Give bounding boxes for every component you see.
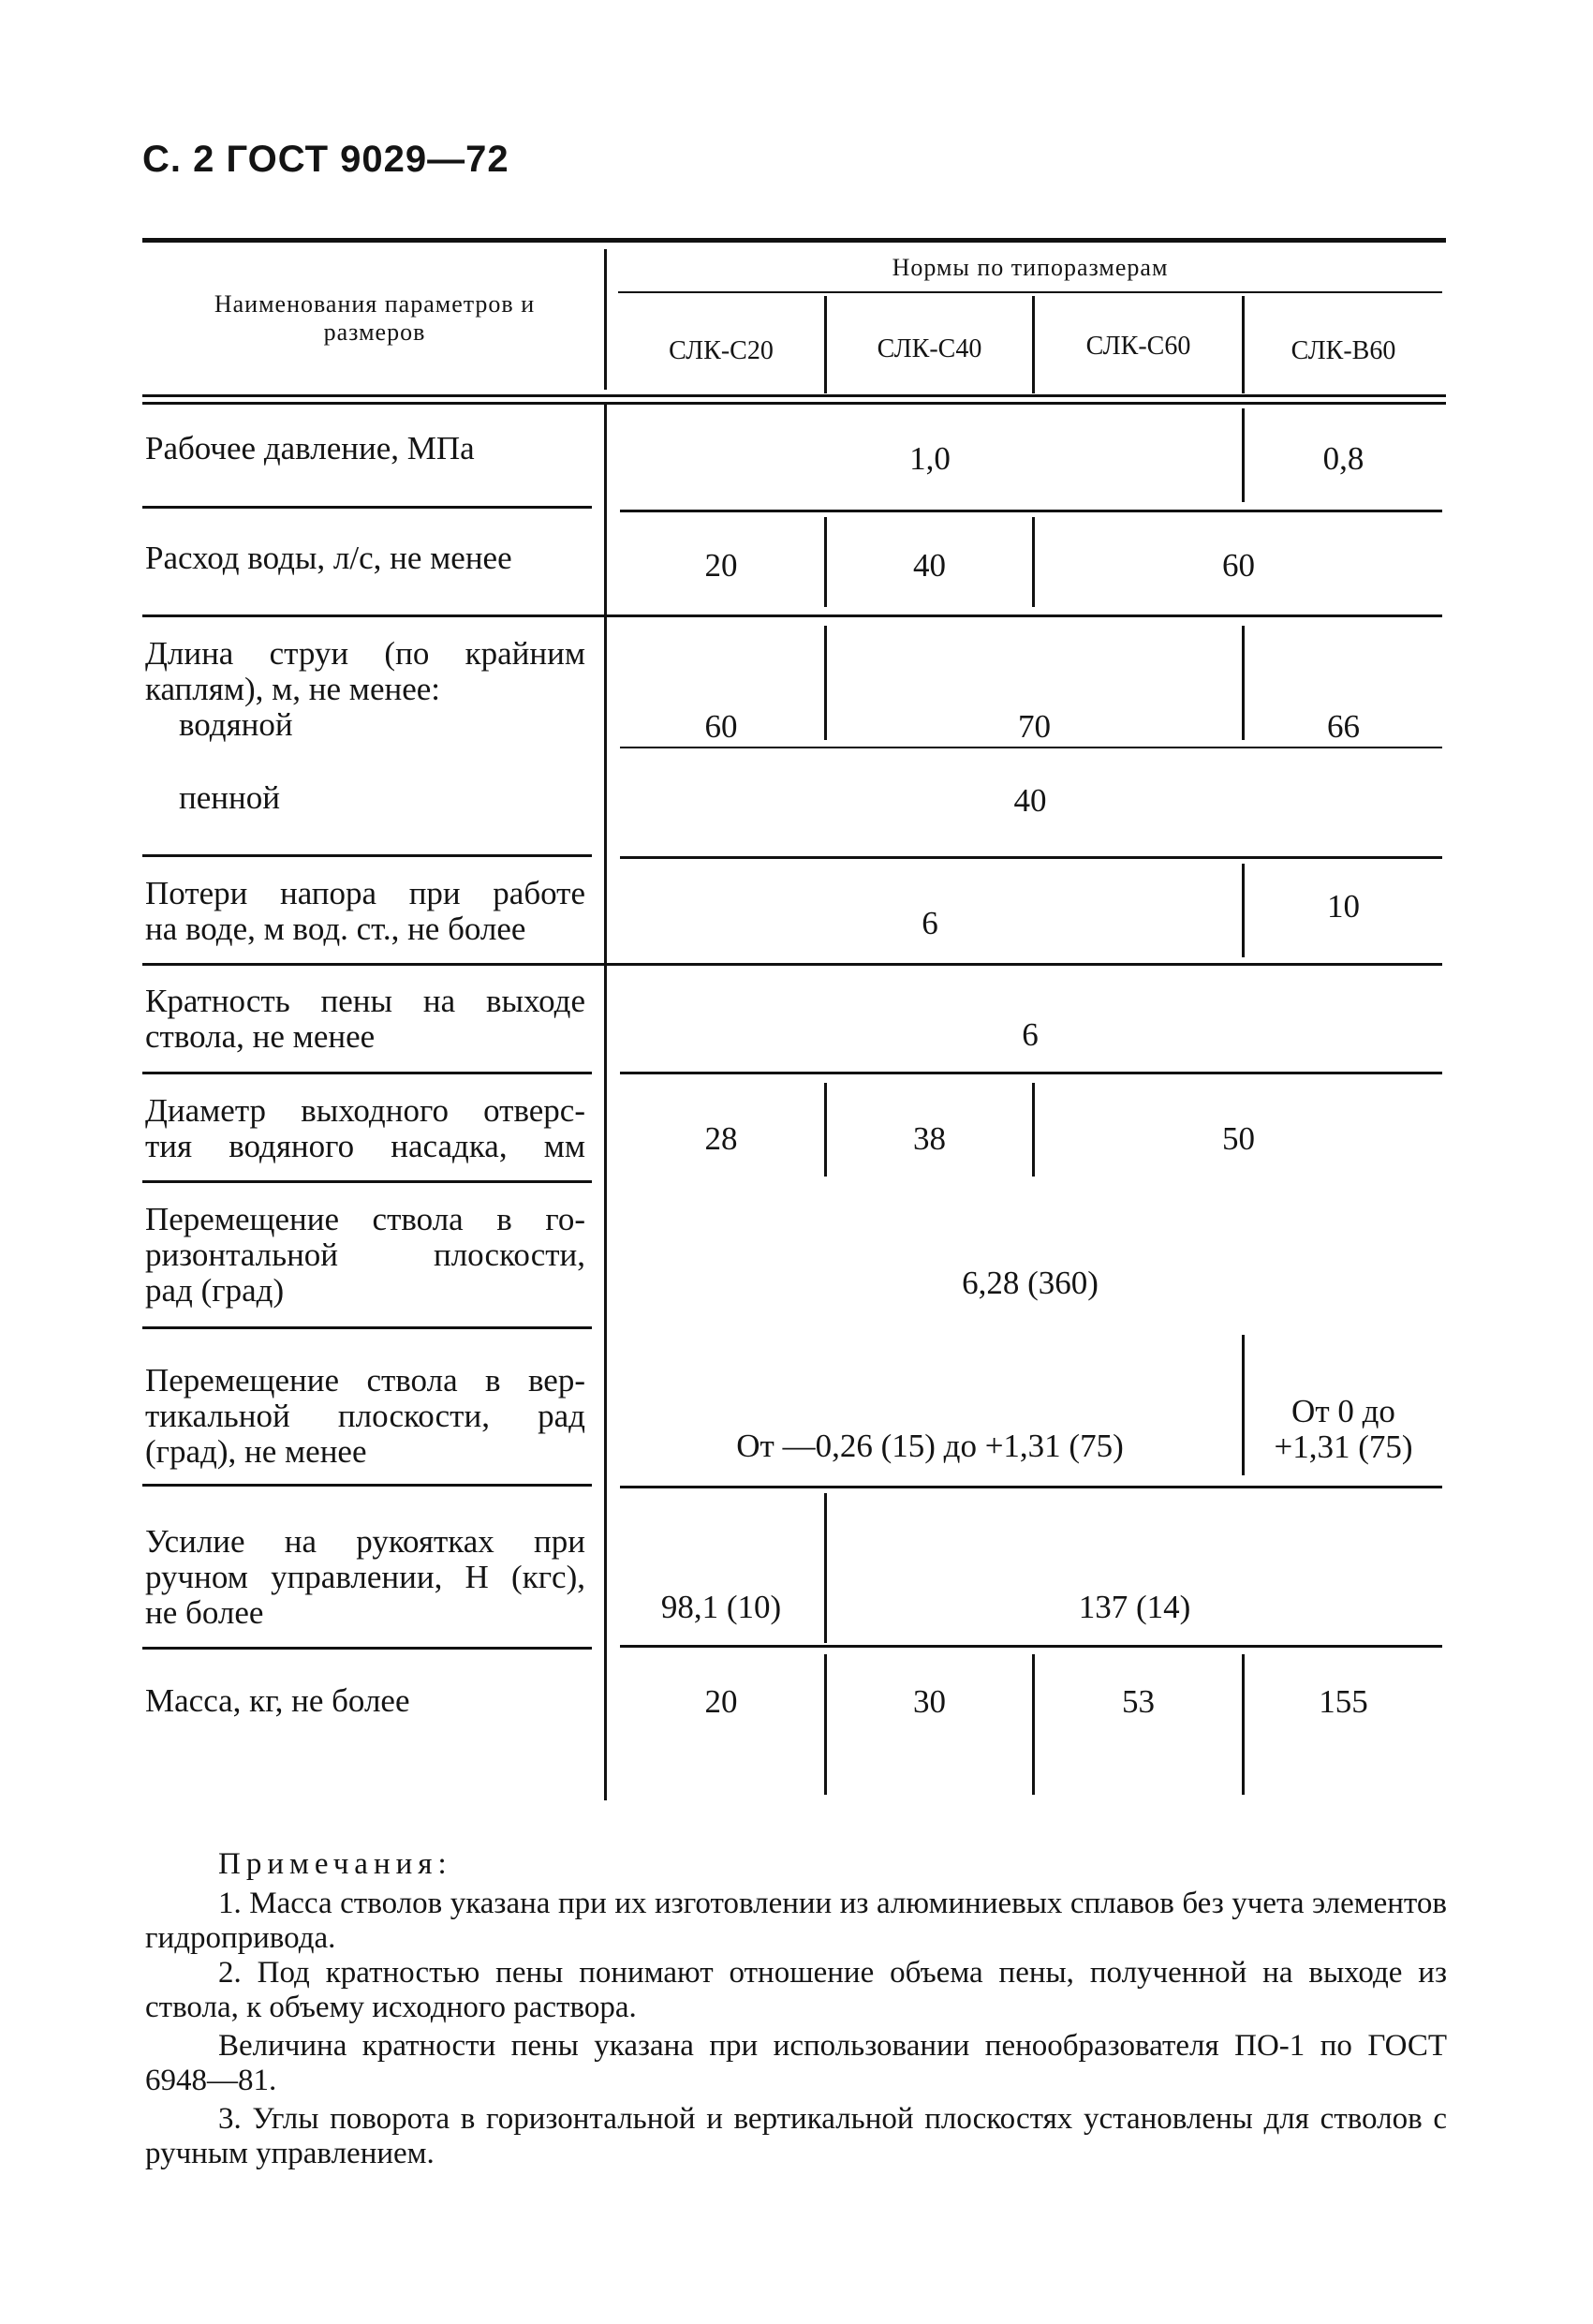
row-rule bbox=[620, 1645, 1442, 1648]
jet-water-c40-c60: 70 bbox=[1018, 708, 1051, 745]
row-mass-label: Масса, кг, не более bbox=[145, 1682, 410, 1719]
vertical-move-c20-c60: От —0,26 (15) до +1,31 (75) bbox=[736, 1428, 1124, 1464]
notes-section bbox=[145, 1847, 1447, 2171]
note-2: 2. Под кратностью пены понимают отношение объема пены, полученной на выходе из ствола, к объему исходного раствора. bbox=[145, 1956, 1447, 2024]
row-horizontal-move-label: Перемещение ствола в го- ризонтальной плоскости, рад (град) bbox=[145, 1201, 585, 1309]
nozzle-diameter-c60-b60: 50 bbox=[1222, 1120, 1255, 1157]
mass-b60: 155 bbox=[1319, 1683, 1368, 1720]
row-rule bbox=[620, 1072, 1442, 1074]
horizontal-move-all: 6,28 (360) bbox=[962, 1265, 1099, 1301]
foam-ratio-all: 6 bbox=[1022, 1016, 1039, 1053]
row-vertical-move-label: Перемещение ствола в вер- тикальной плоскости, рад (град), не менее bbox=[145, 1362, 585, 1470]
working-pressure-b60: 0,8 bbox=[1322, 440, 1364, 477]
jet-water-b60: 66 bbox=[1327, 708, 1360, 745]
pressure-loss-b60: 10 bbox=[1327, 888, 1360, 925]
row-rule bbox=[142, 1647, 592, 1650]
row-rule bbox=[620, 856, 1442, 859]
model-header-c40: СЛК-С40 bbox=[877, 333, 982, 363]
param-header: Наименования параметров и размеров bbox=[214, 290, 536, 346]
row-rule bbox=[142, 1180, 592, 1183]
row-nozzle-diameter-label: Диаметр выходного отверс- тия водяного насадка, мм bbox=[145, 1092, 585, 1164]
header-bottom-rule-2 bbox=[142, 402, 1446, 405]
note-1: 1. Масса стволов указана при их изготовлении из алюминиевых сплавов без учета элементов гидропривода. bbox=[145, 1887, 1447, 1955]
row-working-pressure-label: Рабочее давление, МПа bbox=[145, 430, 475, 466]
row-rule bbox=[142, 506, 592, 509]
jet-water-c20: 60 bbox=[704, 708, 738, 745]
row-pressure-loss-label: Потери напора при работе на воде, м вод. ст., не более bbox=[145, 875, 585, 947]
note-2-continued: Величина кратности пены указана при использовании пенообразователя ПО-1 по ГОСТ 6948—81. bbox=[145, 2029, 1447, 2097]
model-header-c60: СЛК-С60 bbox=[1085, 332, 1191, 361]
norms-header-rule bbox=[618, 291, 1442, 293]
row-rule bbox=[142, 963, 1442, 966]
row-rule bbox=[142, 854, 592, 857]
row-rule bbox=[142, 614, 1442, 617]
row-rule bbox=[142, 1484, 592, 1487]
table-top-rule bbox=[142, 238, 1446, 243]
row-water-flow-label: Расход воды, л/с, не менее bbox=[145, 540, 512, 576]
row-jet-length-label: Длина струи (по крайним каплям), м, не менее: водяной bbox=[145, 635, 585, 743]
row-rule bbox=[142, 1072, 592, 1074]
handle-force-c20: 98,1 (10) bbox=[660, 1589, 782, 1625]
water-flow-c60-b60: 60 bbox=[1222, 547, 1255, 584]
handle-force-c40-b60: 137 (14) bbox=[1078, 1589, 1191, 1625]
jet-foam-all: 40 bbox=[1013, 782, 1047, 819]
row-handle-force-label: Усилие на рукоятках при ручном управлении, Н (кгс), не более bbox=[145, 1523, 585, 1631]
pressure-loss-c20-c60: 6 bbox=[922, 905, 938, 941]
header-bottom-rule-1 bbox=[142, 394, 1446, 397]
working-pressure-c20-c60: 1,0 bbox=[909, 440, 951, 477]
nozzle-diameter-c20: 28 bbox=[704, 1120, 738, 1157]
norms-header: Нормы по типоразмерам bbox=[892, 254, 1169, 281]
note-3: 3. Углы поворота в горизонтальной и вертикальной плоскостях установлены для стволов с ручным управлением. bbox=[145, 2102, 1447, 2170]
page-header: С. 2 ГОСТ 9029—72 bbox=[142, 139, 509, 180]
row-foam-ratio-label: Кратность пены на выходе ствола, не менее bbox=[145, 983, 585, 1055]
row-rule bbox=[620, 510, 1442, 512]
vertical-move-b60: От 0 до +1,31 (75) bbox=[1274, 1393, 1413, 1465]
row-jet-foam-label: пенной bbox=[179, 779, 280, 816]
row-rule bbox=[620, 1486, 1442, 1488]
header-divider-param bbox=[604, 249, 607, 390]
mass-c40: 30 bbox=[913, 1683, 946, 1720]
notes-title: Примечания: bbox=[218, 1847, 452, 1881]
row-rule bbox=[142, 1326, 592, 1329]
mass-c20: 20 bbox=[704, 1683, 738, 1720]
row-rule bbox=[620, 747, 1442, 748]
nozzle-diameter-c40: 38 bbox=[913, 1120, 946, 1157]
mass-c60: 53 bbox=[1122, 1683, 1155, 1720]
model-header-b60: СЛК-В60 bbox=[1291, 336, 1396, 365]
water-flow-c20: 20 bbox=[704, 547, 738, 584]
model-header-c20: СЛК-С20 bbox=[669, 336, 774, 365]
water-flow-c40: 40 bbox=[913, 547, 946, 584]
